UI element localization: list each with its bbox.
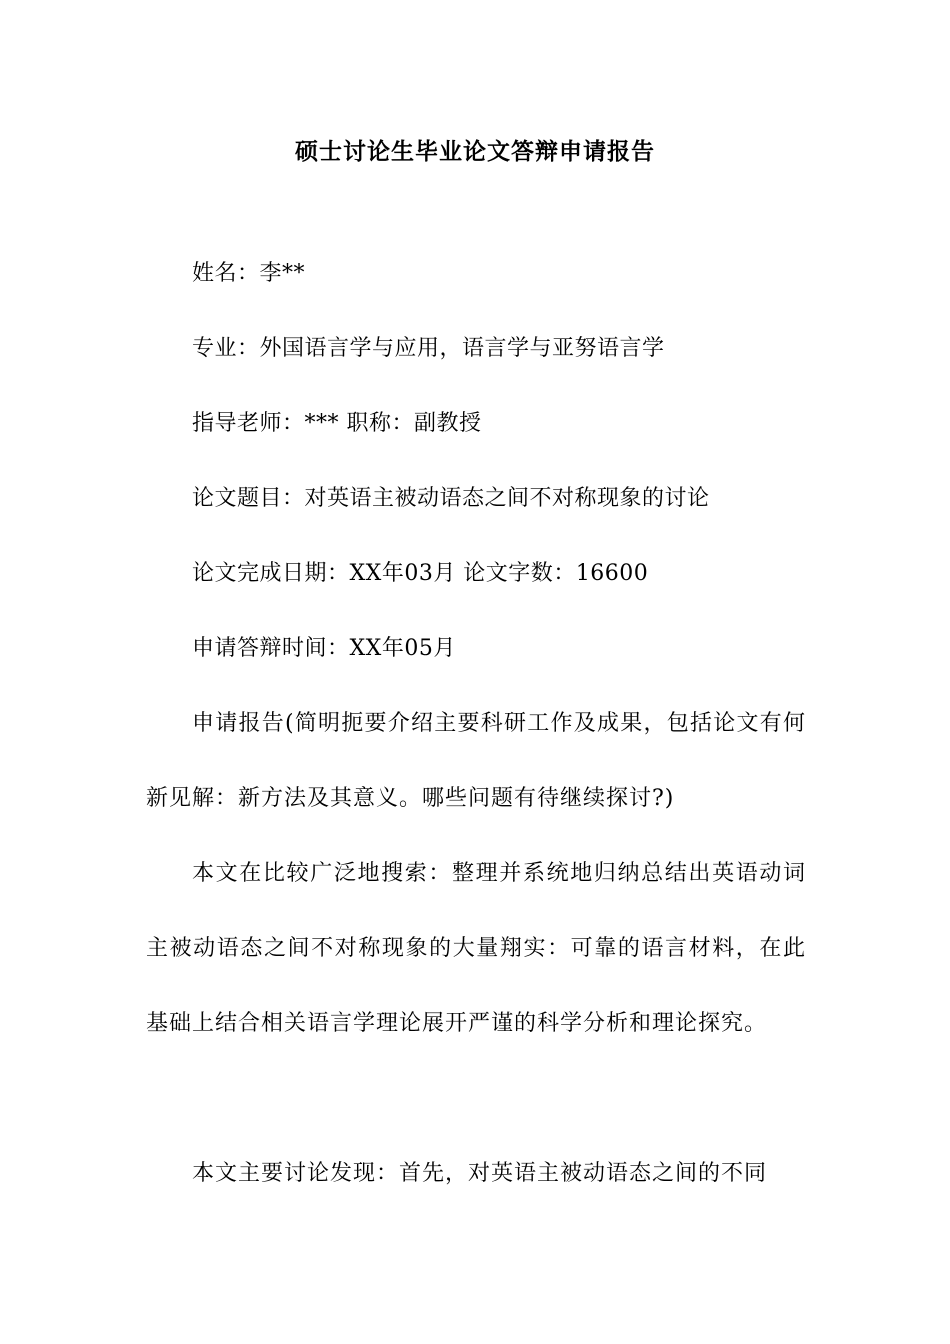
defense-time-field: 申请答辩时间：XX年05月 — [192, 636, 456, 661]
major-field: 专业：外国语言学与应用，语言学与亚努语言学 — [192, 336, 665, 361]
document-title: 硕士讨论生毕业论文答辩申请报告 — [295, 139, 655, 165]
completion-field: 论文完成日期：XX年03月 论文字数：16600 — [192, 561, 649, 586]
body-paragraph: 本文在比较广泛地搜索：整理并系统地归纳总结出英语动词主被动语态之间不对称现象的大量翔实：可靠的语言材料，在此基础上结合相关语言学理论展开严谨的科学分析和理论探究。 — [146, 861, 806, 1036]
name-field: 姓名：李** — [192, 261, 306, 286]
body-paragraph: 本文主要讨论发现：首先，对英语主被动语态之间的不同 — [192, 1161, 768, 1186]
report-intro-paragraph: 申请报告(简明扼要介绍主要科研工作及成果，包括论文有何新见解：新方法及其意义。哪些问题有待继续探讨?) — [146, 711, 806, 811]
thesis-title-field: 论文题目：对英语主被动语态之间不对称现象的讨论 — [192, 486, 710, 511]
advisor-field: 指导老师：*** 职称：副教授 — [192, 411, 482, 436]
